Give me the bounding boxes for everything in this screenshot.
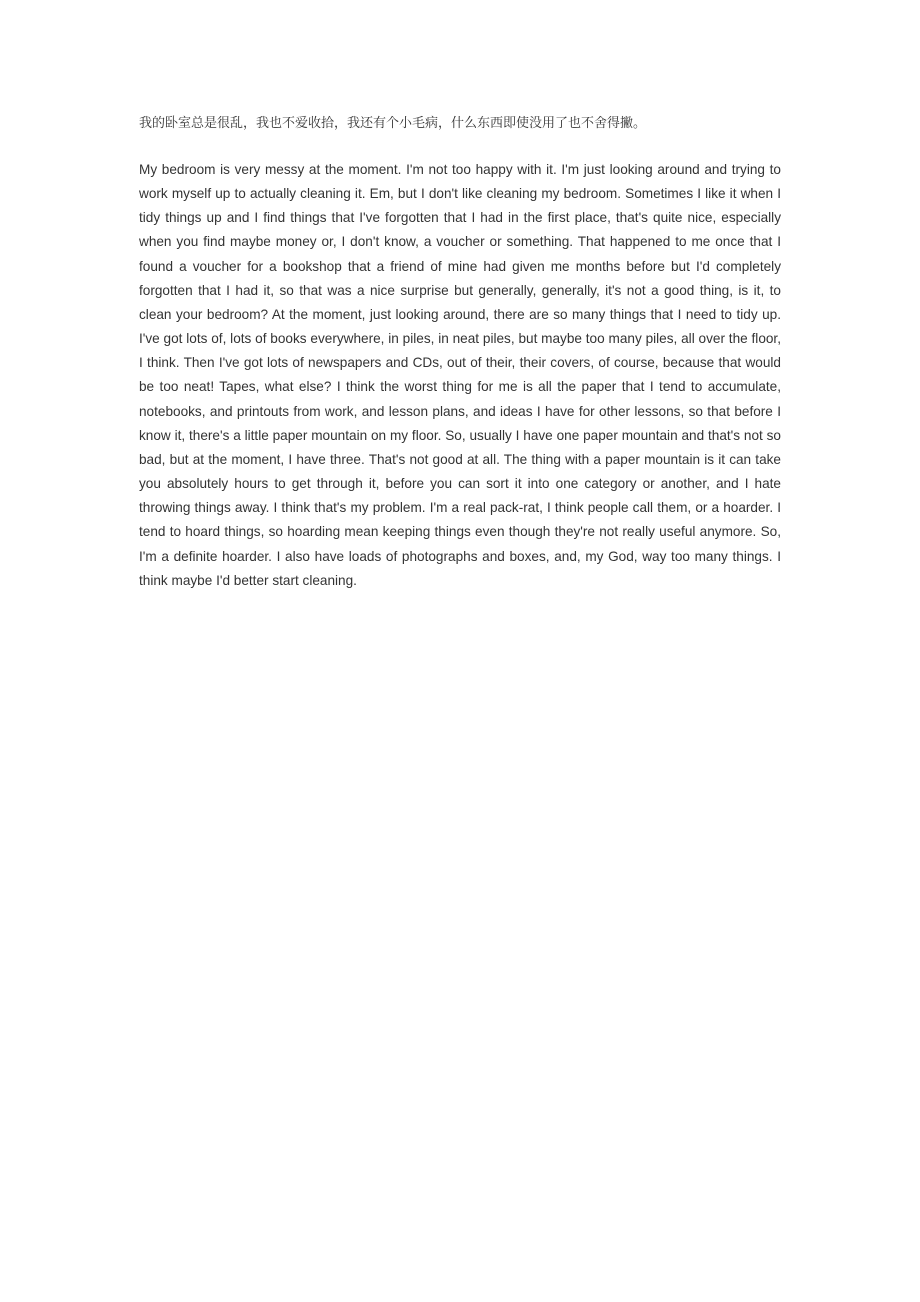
document-body: [139, 112, 781, 593]
english-transcript-paragraph: My bedroom is very messy at the moment. I'm not too happy with it. I'm just looking around and trying to work myself up to actually cleaning it. Em, but I don't like cleaning my bedroom. Sometimes I like it when I tidy things up and I find things that I've forgotten that I had in the first place, that's quite nice, especially when you find maybe money or, I don't know, a voucher or something. That happened to me once that I found a voucher for a bookshop that a friend of mine had given me months before but I'd completely forgotten that I had it, so that was a nice surprise but generally, generally, it's not a good thing, is it, to clean your bedroom? At the moment, just looking around, there are so many things that I need to tidy up. I've got lots of, lots of books everywhere, in piles, in neat piles, but maybe too many piles, all over the floor, I think. Then I've got lots of newspapers and CDs, out of their, their covers, of course, because that would be too neat! Tapes, what else? I think the worst thing for me is all the paper that I tend to accumulate, notebooks, and printouts from work, and lesson plans, and ideas I have for other lessons, so that before I know it, there's a little paper mountain on my floor. So, usually I have one paper mountain and that's not so bad, but at the moment, I have three. That's not good at all. The thing with a paper mountain is it can take you absolutely hours to get through it, before you can sort it into one category or another, and I hate throwing things away. I think that's my problem. I'm a real pack-rat, I think people call them, or a hoarder. I tend to hoard things, so hoarding mean keeping things even though they're not really useful anymore. So, I'm a definite hoarder. I also have loads of photographs and boxes, and, my God, way too many things. I think maybe I'd better start cleaning.: [139, 162, 781, 588]
chinese-summary-line: 我的卧室总是很乱，我也不爱收拾，我还有个小毛病，什么东西即使没用了也不舍得撇。: [139, 116, 647, 131]
